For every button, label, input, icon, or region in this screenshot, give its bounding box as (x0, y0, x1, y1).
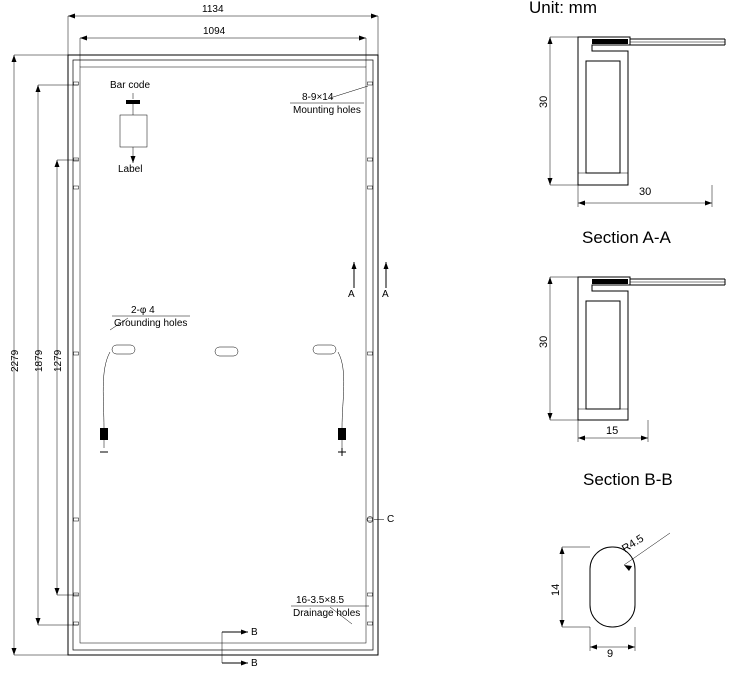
dim-mounting-span-height: 1879 (34, 349, 45, 372)
section-mark-a-right: A (382, 289, 389, 300)
section-aa-title: Section A-A (582, 228, 671, 247)
drainage-holes-underline (291, 604, 371, 608)
section-bb-width: 15 (606, 425, 619, 437)
dim-overall-width: 1134 (202, 4, 224, 15)
barcode-label: Bar code (110, 80, 151, 91)
label-label: Label (118, 164, 143, 175)
detail-c-width: 9 (607, 648, 614, 660)
mounting-holes-callout: 8-9×14 (302, 92, 334, 103)
grounding-holes-underline (112, 314, 192, 318)
section-mark-b-top: B (251, 627, 258, 638)
mounting-holes-label: Mounting holes (293, 105, 361, 116)
section-aa-height: 30 (538, 95, 550, 108)
dim-inner-width: 1094 (203, 26, 226, 37)
dim-inner-span-height: 1279 (53, 349, 64, 372)
section-bb-height: 30 (538, 335, 550, 348)
detail-c-height: 14 (550, 583, 562, 596)
detail-c-graphic (500, 505, 732, 690)
grounding-holes-label: Grounding holes (114, 318, 188, 329)
section-bb-title: Section B-B (583, 470, 673, 489)
section-mark-b-bottom: B (251, 658, 258, 669)
detail-c-radius: R4.5 (620, 532, 647, 556)
section-a-a-graphic (500, 25, 732, 215)
unit-note: Unit: mm (529, 0, 597, 17)
section-aa-width: 30 (639, 186, 652, 198)
mounting-holes-underline (290, 101, 366, 105)
section-mark-a-left: A (348, 289, 355, 300)
dim-overall-height: 2279 (10, 349, 21, 372)
drainage-holes-label: Drainage holes (293, 608, 361, 619)
drainage-holes-callout: 16-3.5×8.5 (296, 595, 345, 606)
grounding-holes-callout: 2-φ 4 (131, 305, 155, 316)
detail-mark-c: C (387, 514, 395, 525)
